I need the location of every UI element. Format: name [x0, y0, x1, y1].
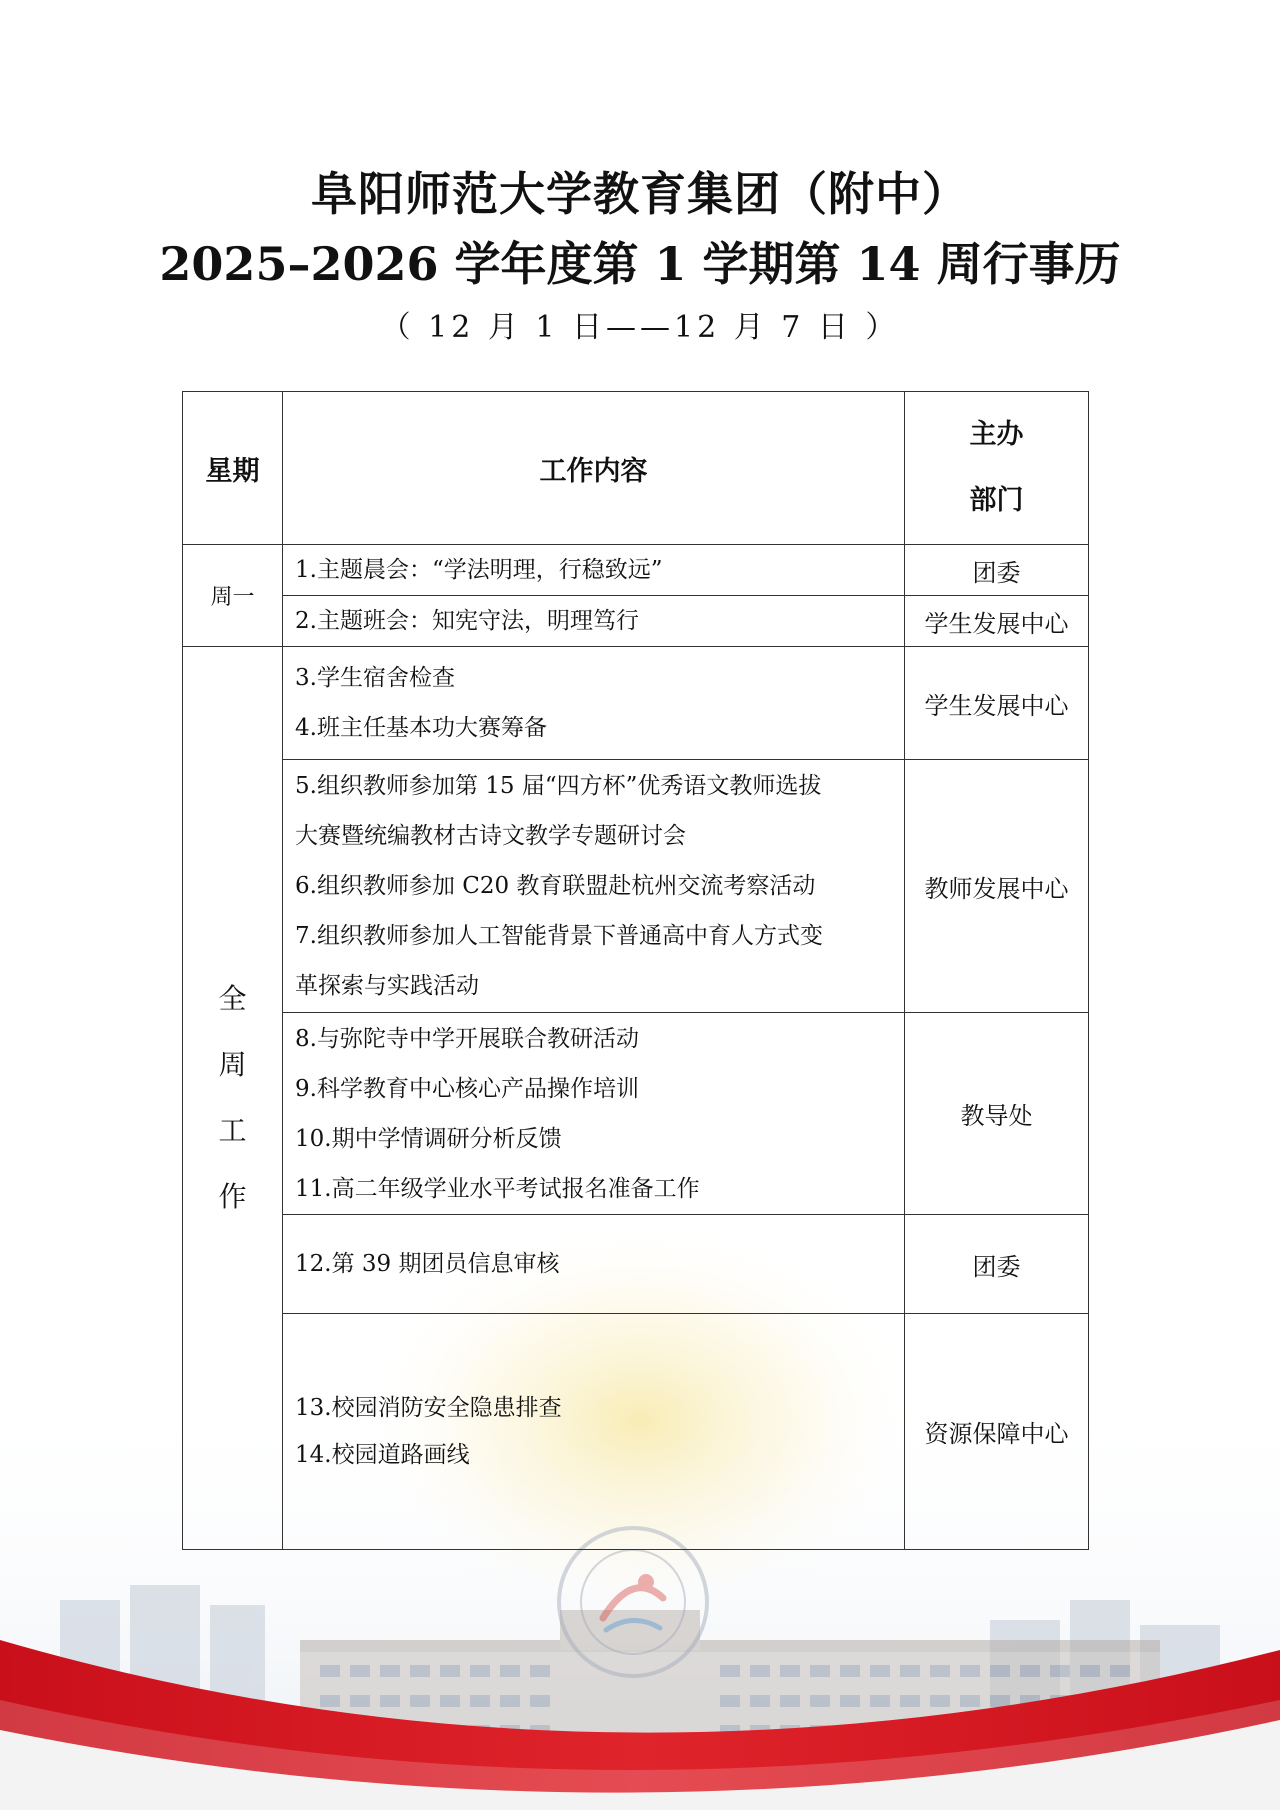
work-item-text: 6.组织教师参加 C20 教育联盟赴杭州交流考察活动	[295, 873, 816, 899]
work-item-group	[283, 1314, 905, 1550]
host-dept: 资源保障中心	[905, 1314, 1089, 1550]
school-title: 阜阳师范大学教育集团（附中）	[311, 167, 969, 221]
all-week-char: 全	[218, 982, 247, 1015]
header-dept-line1: 主办	[969, 419, 1024, 450]
work-item-text: 3.学生宿舍检查	[295, 665, 455, 691]
table-row	[183, 596, 1089, 647]
work-item-text: 革探索与实践活动	[295, 973, 479, 999]
host-dept: 团委	[905, 1215, 1089, 1314]
work-item-text: 10.期中学情调研分析反馈	[295, 1125, 562, 1152]
all-week-char: 作	[218, 1180, 247, 1213]
work-item-group	[283, 1013, 905, 1215]
work-item-text: 11.高二年级学业水平考试报名准备工作	[295, 1175, 700, 1202]
all-week-char: 周	[218, 1048, 247, 1081]
all-week-char: 工	[218, 1114, 247, 1147]
work-item-text: 7.组织教师参加人工智能背景下普通高中育人方式变	[295, 923, 823, 949]
work-item-group	[283, 647, 905, 760]
work-item-text: 14.校园道路画线	[295, 1441, 470, 1468]
table-row	[183, 760, 1089, 1013]
host-dept: 学生发展中心	[905, 596, 1089, 647]
header-content: 工作内容	[283, 392, 905, 545]
table-row	[183, 1013, 1089, 1215]
work-item-group	[283, 760, 905, 1013]
table-row	[183, 647, 1089, 760]
table-header-row	[183, 392, 1089, 545]
work-item-text: 大赛暨统编教材古诗文教学专题研讨会	[295, 823, 686, 849]
header-dept-line2: 部门	[969, 485, 1024, 516]
work-item-text: 2.主题班会：知宪守法，明理笃行	[295, 608, 639, 634]
week-calendar-title: 2025–2026 学年度第 1 学期第 14 周行事历	[159, 237, 1121, 291]
host-dept: 团委	[905, 545, 1089, 596]
day-monday: 周一	[183, 545, 283, 647]
date-range: （ 12 月 1 日——12 月 7 日 ）	[380, 310, 900, 345]
work-item-text: 8.与弥陀寺中学开展联合教研活动	[295, 1025, 639, 1052]
host-dept: 教师发展中心	[905, 760, 1089, 1013]
work-item-text: 4.班主任基本功大赛筹备	[295, 715, 547, 741]
week-schedule-table	[182, 391, 1089, 1550]
work-item	[283, 596, 905, 647]
work-item	[283, 545, 905, 596]
work-item-text: 13.校园消防安全隐患排查	[295, 1394, 562, 1421]
host-dept: 学生发展中心	[905, 647, 1089, 760]
work-item-text: 1.主题晨会：“学法明理，行稳致远”	[295, 557, 663, 583]
table-row	[183, 1215, 1089, 1314]
header-dept	[905, 392, 1089, 545]
table-row	[183, 1314, 1089, 1550]
work-item-text: 9.科学教育中心核心产品操作培训	[295, 1075, 639, 1102]
header-day: 星期	[183, 392, 283, 545]
table-row	[183, 545, 1089, 596]
work-item-text: 5.组织教师参加第 15 届“四方杯”优秀语文教师选拔	[295, 773, 822, 799]
work-item-text: 12.第 39 期团员信息审核	[295, 1251, 560, 1277]
work-item-group	[283, 1215, 905, 1314]
host-dept: 教导处	[905, 1013, 1089, 1215]
day-all-week	[183, 647, 283, 1550]
